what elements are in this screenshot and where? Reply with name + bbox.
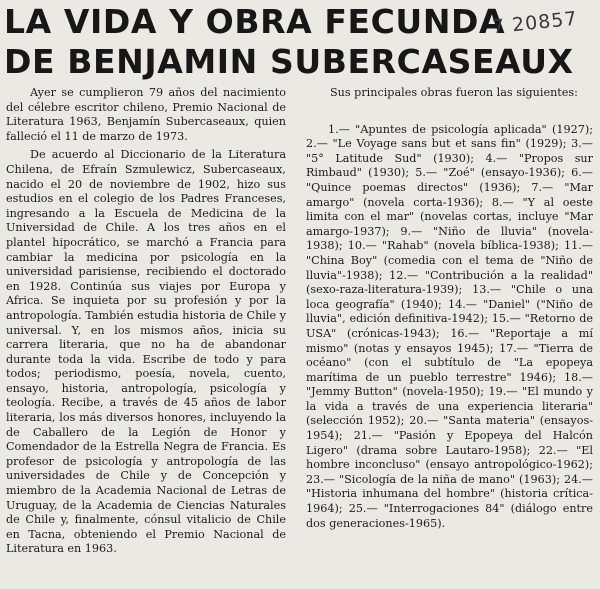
works-list: 1.— "Apuntes de psicología aplicada" (1927); 2.— "Le Voyage sans but et sans fin" (1929); 3.— "5° Latitude Sud" (1930); 4.— "Propos sur Rimbaud" (1930); 5.— "Zoé" (ensayo-1936); 6.— "Quince poemas directos" (1936); 7.— "Mar amargo" (novela corta-1936); 8.— "Y al oeste limita con el mar" (novelas cortas, incluye "Mar amargo-1937); 9.— "Niño de lluvia" (novela-1938); 10.— "Rahab" (novela bíblica-1938); 11.— "China Boy" (comedia con el tema de "Niño de lluvia"-1938); 12.— "Contribución a la realidad" (sexo-raza-literatura-1939); 13.— "Chile o una loca geografía" (1940); 14.— "Daniel" ("Niño de lluvia", edición definitiva-1942); 15.— "Retorno de USA" (crónicas-1943); 16.— "Reportaje a mí mismo" (notas y ensayos 1945); 17.— "Tierra de océano" (con el subtítulo de "La epopeya marítima de un pueblo terrestre" 1946); 18.— "Jemmy Button" (novela-1950); 19.— "El mundo y la vida a través de una experiencia literaria" (selección 1952); 20.— "Santa materia" (ensayos-1954); 21.— "Pasión y Epopeya del Halcón Ligero" (drama sobre Lautaro-1958); 22.— "El hombre inconcluso" (ensayo antropológico-1962); 23.— "Sicología de la niña de mano" (1963); 24.— "Historia inhumana del hombre" (historia crítica-1964); 25.— "Interrogaciones 84" (diálogo entre dos generaciones-1965). [306, 122, 593, 530]
article-right-column [306, 86, 593, 535]
headline-line-2: DE BENJAMIN SUBERCASEAUX [4, 42, 574, 81]
article-paragraph-biography: De acuerdo al Diccionario de la Literatura Chilena, de Efraín Szmulewicz, Subercaseaux, nacido el 20 de noviembre de 1902, hizo sus estudios en el colegio de los Padres Franceses, ingresando a la Escuela de Medicina de la Universidad de Chile. A los tres años en el plantel hipocrático, se marchó a Francia para cambiar la medicina por psicología en la universidad parisiense, recibiendo el doctorado en 1928. Continúa sus viajes por Europa y Africa. Se inquieta por su profesión y por la antropología. También estudia historia de Chile y universal. Y, en los mismos años, inicia su carrera literaria, que no ha de abandonar durante toda la vida. Escribe de todo y para todos; periodismo, poesía, novela, cuento, ensayo, historia, antropología, psicología y teología. Recibe, a través de 45 años de labor literaria, los más diversos honores, incluyendo la de Caballero de la Legión de Honor y Comendador de la Estrella Negra de Francia. Es profesor de psicología y antropología de las universidades de Chile y de Concepción y miembro de la Academia Nacional de Letras de Uruguay, de la Academia de Ciencias Naturales de Chile y, finalmente, cónsul vitalicio de Chile en Tacna, obteniendo el Premio Nacional de Literatura en 1963. [6, 148, 286, 556]
works-intro: Sus principales obras fueron las siguientes: [330, 86, 578, 99]
headline-line-1: LA VIDA Y OBRA FECUNDA [4, 2, 506, 41]
article-left-column [6, 86, 286, 561]
handwritten-note: 7 20857 [491, 7, 579, 39]
article-paragraph-intro: Ayer se cumplieron 79 años del nacimiento del célebre escritor chileno, Premio Nacional de Literatura 1963, Benjamín Subercaseaux, quien falleció el 11 de marzo de 1973. [6, 86, 286, 143]
